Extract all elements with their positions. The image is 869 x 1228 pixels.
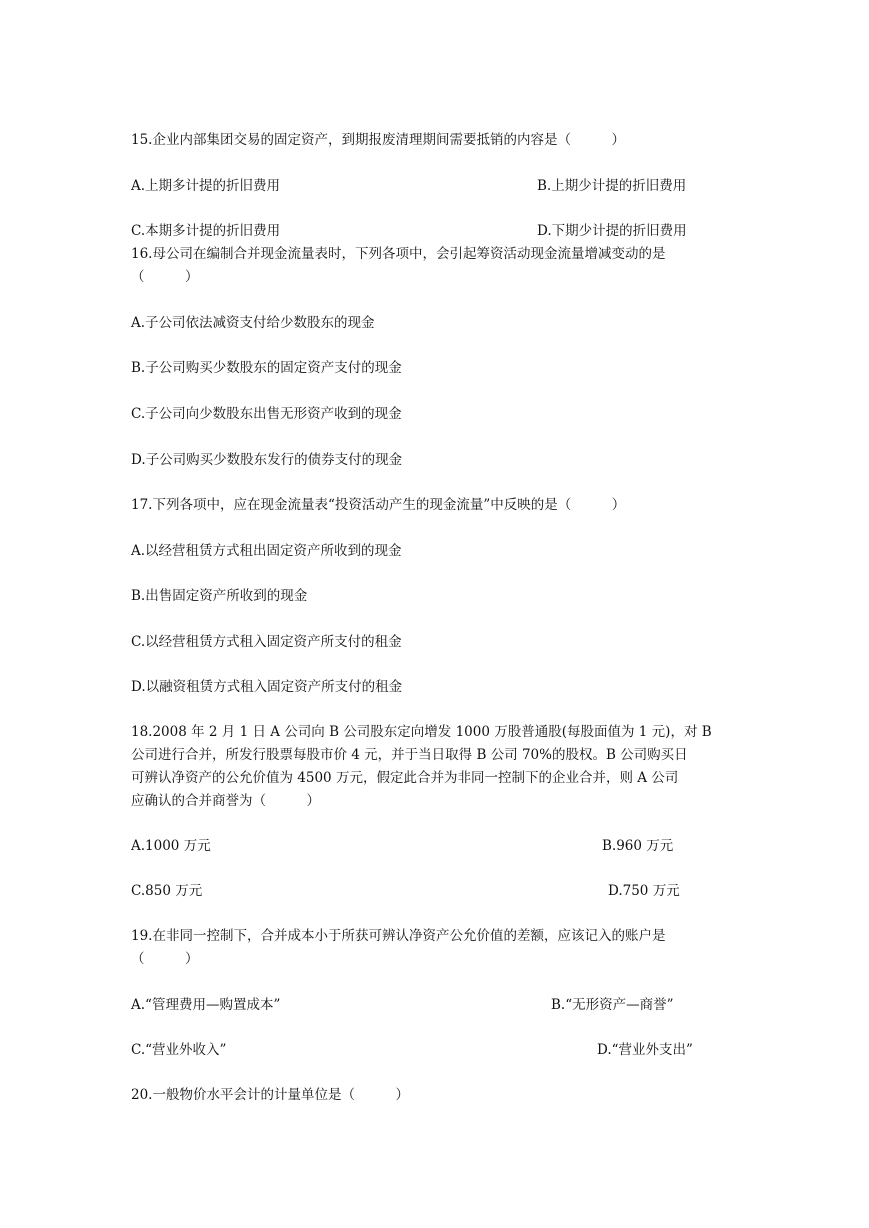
question-18-stem-line1: 18.2008 年 2 月 1 日 A 公司向 B 公司股东定向增发 1000 万股普通股(每股面值为 1 元)，对 B bbox=[131, 724, 712, 740]
question-15-option-b: B.上期少计提的折旧费用 bbox=[537, 178, 687, 194]
question-16-option-a: A.子公司依法减资支付给少数股东的现金 bbox=[131, 315, 375, 331]
question-15-option-c: C.本期多计提的折旧费用 bbox=[131, 223, 281, 239]
question-18-option-b: B.960 万元 bbox=[602, 838, 674, 854]
question-16-stem-line2: （ ） bbox=[131, 269, 199, 285]
question-16-stem-line1: 16.母公司在编制合并现金流量表时，下列各项中，会引起筹资活动现金流量增减变动的是 bbox=[131, 246, 666, 262]
question-20-stem: 20.一般物价水平会计的计量单位是（ ） bbox=[131, 1087, 409, 1103]
question-19-stem-line1: 19.在非同一控制下，合并成本小于所获可辨认净资产公允价值的差额，应该记入的账户是 bbox=[131, 928, 666, 944]
question-17-option-b: B.出售固定资产所收到的现金 bbox=[131, 588, 308, 604]
question-18-stem-line3: 可辨认净资产的公允价值为 4500 万元，假定此合并为非同一控制下的企业合并，则 A 公司 bbox=[131, 770, 679, 786]
question-18-option-a: A.1000 万元 bbox=[131, 838, 211, 854]
question-15-stem: 15.企业内部集团交易的固定资产，到期报废清理期间需要抵销的内容是（ ） bbox=[131, 132, 625, 148]
question-19-stem-line2: （ ） bbox=[131, 951, 199, 967]
question-18-option-d: D.750 万元 bbox=[608, 883, 680, 899]
question-17-option-d: D.以融资租赁方式租入固定资产所支付的租金 bbox=[131, 679, 403, 695]
question-18-option-c: C.850 万元 bbox=[131, 883, 203, 899]
question-19-option-d: D.“营业外支出” bbox=[597, 1042, 693, 1058]
question-17-stem: 17.下列各项中，应在现金流量表“投资活动产生的现金流量”中反映的是（ ） bbox=[131, 497, 626, 513]
question-19-option-b: B.“无形资产—商誉” bbox=[551, 997, 674, 1013]
question-17-option-c: C.以经营租赁方式租入固定资产所支付的租金 bbox=[131, 634, 402, 650]
question-19-option-a: A.“管理费用—购置成本” bbox=[131, 997, 281, 1013]
question-16-option-b: B.子公司购买少数股东的固定资产支付的现金 bbox=[131, 360, 402, 376]
question-15-option-a: A.上期多计提的折旧费用 bbox=[131, 178, 281, 194]
question-15-option-d: D.下期少计提的折旧费用 bbox=[537, 223, 687, 239]
question-16-option-d: D.子公司购买少数股东发行的债券支付的现金 bbox=[131, 452, 403, 468]
question-18-stem-line4: 应确认的合并商誉为（ ） bbox=[131, 793, 320, 809]
question-17-option-a: A.以经营租赁方式租出固定资产所收到的现金 bbox=[131, 543, 402, 559]
question-16-option-c: C.子公司向少数股东出售无形资产收到的现金 bbox=[131, 406, 402, 422]
question-19-option-c: C.“营业外收入” bbox=[131, 1042, 227, 1058]
question-18-stem-line2: 公司进行合并，所发行股票每股市价 4 元，并于当日取得 B 公司 70%的股权。B 公司购买日 bbox=[131, 747, 688, 763]
